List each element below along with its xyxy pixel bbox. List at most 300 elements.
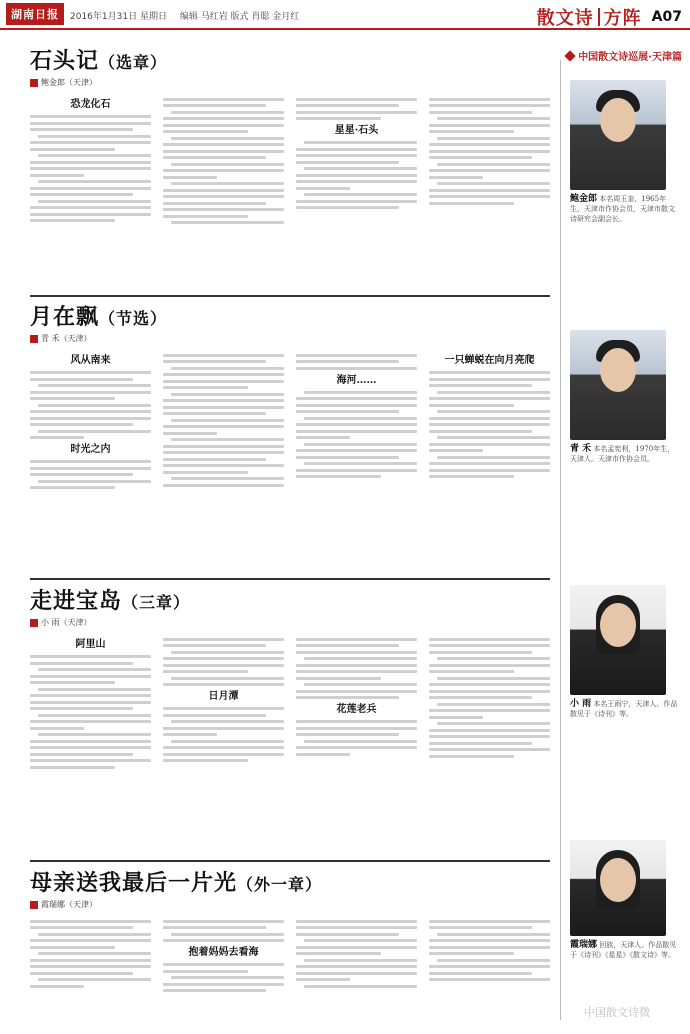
text-line xyxy=(429,143,550,146)
text-line xyxy=(304,167,417,170)
text-line xyxy=(429,417,550,420)
text-line xyxy=(38,668,151,671)
text-line xyxy=(38,154,151,157)
text-line xyxy=(437,410,550,413)
text-line xyxy=(171,477,284,480)
text-line xyxy=(163,98,284,101)
text-line xyxy=(296,733,399,736)
text-line xyxy=(296,933,399,936)
editor-credit: 编辑 马红岩 版式 肖聪 金月红 xyxy=(179,12,300,22)
article-title xyxy=(30,44,550,75)
text-line xyxy=(30,213,151,216)
piece-title: 时光之内 xyxy=(70,444,111,455)
text-line xyxy=(429,952,514,955)
text-line xyxy=(38,952,151,955)
text-column xyxy=(429,916,550,1034)
text-line xyxy=(429,644,550,647)
text-line xyxy=(30,740,151,743)
text-line xyxy=(30,972,133,975)
text-line xyxy=(437,137,550,140)
text-line xyxy=(30,662,133,665)
text-line xyxy=(296,456,399,459)
author-marker-icon xyxy=(30,619,38,627)
piece-title: 风从南来 xyxy=(70,355,111,366)
text-line xyxy=(38,933,151,936)
text-line xyxy=(429,462,550,465)
text-column xyxy=(296,916,417,1034)
text-line xyxy=(296,423,417,426)
text-column xyxy=(163,94,284,312)
piece-title: 一只蝉蜕在向月亮爬 xyxy=(444,355,535,366)
text-column xyxy=(30,350,151,600)
text-line xyxy=(171,221,284,224)
article-columns xyxy=(30,94,550,312)
text-line xyxy=(38,180,151,183)
text-column xyxy=(429,634,550,882)
text-line xyxy=(30,707,133,710)
text-line xyxy=(30,766,115,769)
text-line xyxy=(171,367,284,370)
text-line xyxy=(30,759,151,762)
text-line xyxy=(163,386,248,389)
text-line xyxy=(429,430,532,433)
text-line xyxy=(429,189,550,192)
text-line xyxy=(437,391,550,394)
text-line xyxy=(30,965,151,968)
text-line xyxy=(163,156,266,159)
text-line xyxy=(30,417,151,420)
text-line xyxy=(304,443,417,446)
series-banner-text: 中国散文诗巡展·天津篇 xyxy=(578,52,682,63)
text-line xyxy=(296,354,417,357)
article-subtitle: （选章） xyxy=(99,53,168,72)
text-line xyxy=(163,683,284,686)
text-line xyxy=(30,206,151,209)
article-section-3 xyxy=(30,584,550,882)
text-line xyxy=(171,137,284,140)
text-line xyxy=(429,664,550,667)
newspaper-logo: 湖南日报 xyxy=(6,3,64,25)
bio-text: 本名孟宪利，1970年生，天津人。天津市作协会员。 xyxy=(570,445,675,463)
text-line xyxy=(30,939,151,942)
bio-text: 本名周玉奎，1965年生，天津市作协会员，天津市散文诗研究会副会长。 xyxy=(570,195,675,223)
text-line xyxy=(429,475,514,478)
text-line xyxy=(429,104,550,107)
section-separator xyxy=(598,8,600,26)
piece-title: 恐龙化石 xyxy=(70,99,111,110)
section-rule xyxy=(30,860,550,862)
text-line xyxy=(296,111,417,114)
text-line xyxy=(38,384,151,387)
text-line xyxy=(163,746,284,749)
text-line xyxy=(296,410,399,413)
text-line xyxy=(30,378,133,381)
text-line xyxy=(163,664,284,667)
text-column xyxy=(30,916,151,1034)
text-line xyxy=(429,638,550,641)
text-line xyxy=(429,124,550,127)
text-line xyxy=(163,425,284,428)
text-line xyxy=(30,701,151,704)
text-line xyxy=(437,117,550,120)
bio-text: 本名王雨宁，天津人。作品散见于《诗刊》等。 xyxy=(570,700,678,718)
section-name: 散文诗 xyxy=(536,8,594,29)
text-line xyxy=(30,115,151,118)
bio-name: 霞瑞娜 xyxy=(570,940,598,950)
text-line xyxy=(296,200,417,203)
text-line xyxy=(296,690,417,693)
text-line xyxy=(304,462,417,465)
text-line xyxy=(30,746,151,749)
byline xyxy=(30,899,550,910)
text-line xyxy=(30,128,133,131)
author-name: 霞瑞娜（天津） xyxy=(41,900,97,909)
text-line xyxy=(429,397,550,400)
author-photo xyxy=(570,585,666,695)
bio-name: 小 雨 xyxy=(570,699,592,709)
column-divider xyxy=(560,60,561,1020)
text-line xyxy=(163,451,284,454)
text-line xyxy=(429,748,550,751)
text-line xyxy=(163,406,284,409)
text-line xyxy=(429,920,550,923)
text-line xyxy=(38,200,151,203)
byline xyxy=(30,617,550,628)
text-line xyxy=(163,208,284,211)
article-title-main: 月在飘 xyxy=(30,304,100,330)
text-line xyxy=(171,419,284,422)
text-line xyxy=(429,202,514,205)
text-line xyxy=(163,714,266,717)
article-columns xyxy=(30,350,550,600)
article-title xyxy=(30,584,550,615)
author-name: 青 禾（天津） xyxy=(41,334,92,343)
text-line xyxy=(429,156,532,159)
article-section-4 xyxy=(30,866,550,1034)
author-photo xyxy=(570,840,666,936)
text-line xyxy=(163,202,266,205)
text-line xyxy=(429,690,550,693)
text-line xyxy=(163,354,284,357)
text-line xyxy=(163,360,266,363)
text-line xyxy=(296,397,417,400)
text-line xyxy=(429,972,532,975)
text-line xyxy=(296,154,417,157)
text-line xyxy=(296,187,350,190)
text-line xyxy=(296,404,417,407)
text-line xyxy=(30,467,151,470)
text-line xyxy=(429,696,532,699)
text-column xyxy=(30,634,151,882)
author-bio xyxy=(570,940,680,960)
bio-text: 回族，天津人。作品散见于《诗刊》《星星》《散文诗》等。 xyxy=(570,941,677,959)
text-line xyxy=(30,219,115,222)
text-line xyxy=(304,417,417,420)
text-line xyxy=(429,423,550,426)
text-line xyxy=(171,651,284,654)
text-line xyxy=(296,360,399,363)
text-line xyxy=(296,651,417,654)
author-profile-4 xyxy=(570,840,680,960)
text-line xyxy=(437,436,550,439)
author-bio xyxy=(570,194,680,224)
author-marker-icon xyxy=(30,901,38,909)
author-name: 小 雨（天津） xyxy=(41,618,92,627)
text-line xyxy=(30,681,115,684)
text-line xyxy=(437,722,550,725)
text-line xyxy=(429,371,550,374)
text-line xyxy=(171,393,284,396)
text-line xyxy=(30,753,133,756)
text-line xyxy=(38,135,151,138)
text-line xyxy=(30,959,151,962)
article-columns xyxy=(30,634,550,882)
text-line xyxy=(163,644,266,647)
text-line xyxy=(30,397,115,400)
article-title-main: 石头记 xyxy=(30,48,100,74)
text-line xyxy=(296,436,350,439)
text-line xyxy=(296,720,417,723)
text-line xyxy=(171,438,284,441)
text-line xyxy=(437,163,550,166)
header-meta xyxy=(70,9,309,22)
author-profile-3 xyxy=(570,585,680,719)
text-line xyxy=(163,963,284,966)
text-line xyxy=(429,926,532,929)
text-line xyxy=(429,449,483,452)
text-line xyxy=(30,187,151,190)
text-line xyxy=(30,167,151,170)
text-line xyxy=(163,176,217,179)
article-columns xyxy=(30,916,550,1034)
text-line xyxy=(296,978,350,981)
text-column xyxy=(296,634,417,882)
text-line xyxy=(429,176,483,179)
bio-name: 青 禾 xyxy=(570,444,592,454)
text-line xyxy=(429,716,483,719)
text-line xyxy=(296,677,381,680)
text-line xyxy=(296,475,381,478)
text-line xyxy=(30,174,84,177)
text-line xyxy=(429,683,550,686)
piece-title: 花莲老兵 xyxy=(336,704,377,715)
text-line xyxy=(296,367,417,370)
piece-title: 抱着妈妈去看海 xyxy=(188,947,259,958)
text-line xyxy=(30,436,84,439)
article-title xyxy=(30,300,550,331)
text-line xyxy=(163,484,284,487)
text-line xyxy=(163,143,284,146)
issue-date: 2016年1月31日 星期日 xyxy=(70,12,167,22)
text-line xyxy=(30,655,151,658)
text-line xyxy=(163,670,248,673)
text-line xyxy=(163,373,284,376)
text-line xyxy=(437,182,550,185)
text-line xyxy=(304,959,417,962)
text-line xyxy=(163,412,266,415)
text-line xyxy=(437,456,550,459)
author-marker-icon xyxy=(30,79,38,87)
text-line xyxy=(163,445,284,448)
text-line xyxy=(30,727,84,730)
text-line xyxy=(30,985,84,988)
text-line xyxy=(296,174,417,177)
text-line xyxy=(163,464,284,467)
text-line xyxy=(30,141,151,144)
text-line xyxy=(163,939,284,942)
bio-name: 鲍金郎 xyxy=(570,194,598,204)
text-line xyxy=(163,169,284,172)
author-bio xyxy=(570,699,680,719)
text-column xyxy=(429,94,550,312)
text-column xyxy=(296,350,417,600)
text-line xyxy=(304,985,417,988)
text-line xyxy=(163,983,284,986)
author-name: 鲍金郎（天津） xyxy=(41,78,97,87)
byline xyxy=(30,77,550,88)
text-line xyxy=(296,104,399,107)
text-line xyxy=(163,926,266,929)
text-line xyxy=(429,965,550,968)
text-line xyxy=(163,707,284,710)
text-line xyxy=(38,480,151,483)
author-profile-1 xyxy=(570,80,680,224)
text-line xyxy=(38,714,151,717)
text-line xyxy=(429,378,550,381)
text-line xyxy=(30,391,151,394)
text-line xyxy=(304,740,417,743)
text-column xyxy=(30,94,151,312)
text-line xyxy=(429,978,550,981)
text-line xyxy=(296,753,350,756)
text-column xyxy=(163,350,284,600)
text-line xyxy=(163,471,248,474)
watermark: 中国散文诗微 xyxy=(584,1006,650,1019)
piece-title: 星星·石头 xyxy=(334,125,379,136)
piece-title: 阿里山 xyxy=(75,639,106,650)
text-line xyxy=(171,677,284,680)
text-line xyxy=(296,117,381,120)
page-number: A07 xyxy=(651,9,682,25)
text-line xyxy=(163,130,248,133)
section-label xyxy=(537,4,682,30)
text-line xyxy=(296,98,417,101)
section-name-2: 方阵 xyxy=(603,8,642,29)
text-line xyxy=(30,423,133,426)
section-rule xyxy=(30,295,550,297)
text-line xyxy=(296,206,399,209)
text-line xyxy=(437,933,550,936)
text-line xyxy=(296,148,417,151)
text-line xyxy=(163,380,284,383)
text-line xyxy=(304,683,417,686)
text-line xyxy=(296,644,399,647)
text-line xyxy=(163,733,217,736)
piece-title: 日月潭 xyxy=(208,691,239,702)
author-profile-2 xyxy=(570,330,680,464)
text-line xyxy=(30,920,151,923)
text-line xyxy=(171,933,284,936)
text-line xyxy=(437,657,550,660)
text-column xyxy=(429,350,550,600)
text-line xyxy=(296,926,417,929)
text-line xyxy=(437,703,550,706)
byline xyxy=(30,333,550,344)
text-line xyxy=(296,946,417,949)
text-line xyxy=(304,657,417,660)
text-line xyxy=(163,189,284,192)
text-line xyxy=(171,976,284,979)
diamond-icon xyxy=(565,50,576,61)
text-line xyxy=(38,404,151,407)
text-line xyxy=(163,150,284,153)
text-line xyxy=(296,972,417,975)
text-line xyxy=(296,638,417,641)
text-line xyxy=(437,959,550,962)
article-subtitle: （节选） xyxy=(99,309,168,328)
text-line xyxy=(304,391,417,394)
text-line xyxy=(163,753,284,756)
text-line xyxy=(163,657,284,660)
text-line xyxy=(163,638,284,641)
text-line xyxy=(30,371,151,374)
text-line xyxy=(296,952,381,955)
text-line xyxy=(30,694,151,697)
text-column xyxy=(163,634,284,882)
text-line xyxy=(30,148,115,151)
text-line xyxy=(296,161,399,164)
section-rule xyxy=(30,578,550,580)
author-photo xyxy=(570,80,666,190)
text-line xyxy=(30,486,115,489)
text-line xyxy=(163,117,284,120)
text-line xyxy=(429,709,550,712)
series-banner xyxy=(566,48,682,63)
article-subtitle: （三章） xyxy=(122,593,191,612)
text-line xyxy=(163,104,266,107)
text-line xyxy=(296,430,417,433)
text-line xyxy=(163,399,284,402)
text-column xyxy=(163,916,284,1034)
text-line xyxy=(30,193,133,196)
text-line xyxy=(30,410,151,413)
text-line xyxy=(296,664,417,667)
text-line xyxy=(296,469,417,472)
text-line xyxy=(304,141,417,144)
text-line xyxy=(163,195,284,198)
text-line xyxy=(429,150,550,153)
text-line xyxy=(163,432,217,435)
text-line xyxy=(30,926,133,929)
text-line xyxy=(38,733,151,736)
text-line xyxy=(437,677,550,680)
article-subtitle: （外一章） xyxy=(237,875,323,894)
text-line xyxy=(163,458,266,461)
text-line xyxy=(429,651,532,654)
text-line xyxy=(429,939,550,942)
text-line xyxy=(30,122,151,125)
text-line xyxy=(171,182,284,185)
text-line xyxy=(296,727,417,730)
article-title-main: 母亲送我最后一片光 xyxy=(30,870,238,896)
article-section-2 xyxy=(30,300,550,600)
author-bio xyxy=(570,444,680,464)
text-line xyxy=(30,675,151,678)
text-line xyxy=(38,688,151,691)
text-line xyxy=(429,469,550,472)
text-line xyxy=(429,384,532,387)
text-line xyxy=(171,740,284,743)
